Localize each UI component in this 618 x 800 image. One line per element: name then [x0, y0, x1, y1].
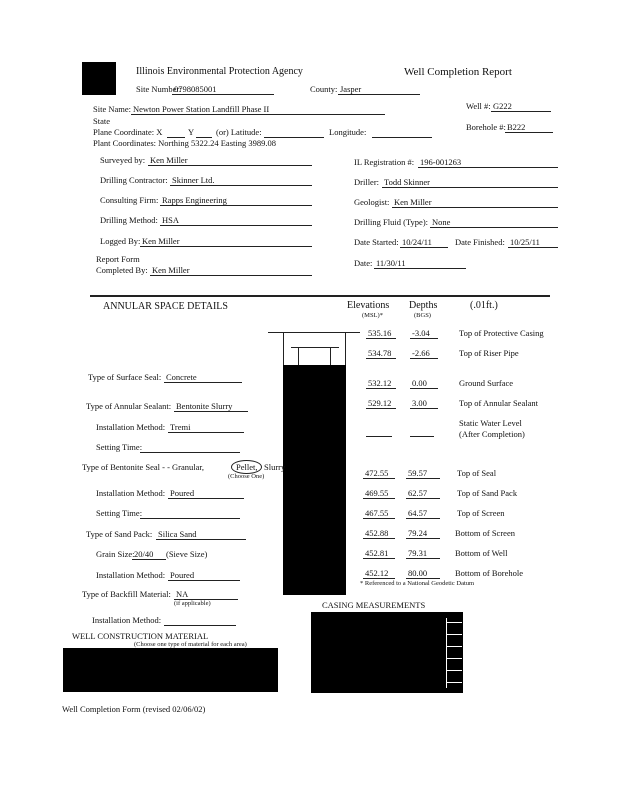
drilling-fluid-label: Drilling Fluid (Type): — [354, 217, 429, 227]
drilling-contractor-label: Drilling Contractor: — [100, 175, 168, 185]
completed-by-label: Completed By: — [96, 265, 148, 275]
casing-table-row-line — [446, 646, 462, 647]
logged-by-label: Logged By: — [100, 236, 141, 246]
form-revision-footer: Well Completion Form (revised 02/06/02) — [62, 704, 206, 714]
il-reg-field[interactable]: 196-001263 — [418, 157, 558, 168]
elevations-subheader: (MSL)* — [362, 312, 383, 319]
site-number-label: Site Number: — [136, 84, 182, 94]
y-coord-label: Y — [188, 127, 195, 137]
site-number-field[interactable]: 0798085001 — [172, 84, 274, 95]
install-method-label-4: Installation Method: — [92, 615, 162, 625]
county-field[interactable]: Jasper — [338, 84, 420, 95]
well-no-label: Well #: — [466, 101, 491, 111]
depth-value[interactable]: 59.57 — [406, 468, 440, 479]
elevation-value[interactable]: 469.55 — [363, 488, 395, 499]
drilling-method-label: Drilling Method: — [100, 215, 158, 225]
elevation-value[interactable]: 529.12 — [366, 398, 396, 409]
riser-pipe-wall-left — [298, 348, 299, 365]
drilling-method-field[interactable]: HSA — [160, 215, 312, 226]
row-description: Top of Riser Pipe — [459, 348, 519, 358]
latitude-label: (or) Latitude: — [216, 127, 262, 137]
row-description: Top of Sand Pack — [457, 488, 518, 498]
section-divider — [90, 295, 550, 297]
sand-pack-field[interactable]: Silica Sand — [156, 529, 246, 540]
logged-by-field[interactable]: Ken Miller — [140, 236, 312, 247]
geologist-label: Geologist: — [354, 197, 390, 207]
elevation-value[interactable]: 534.78 — [366, 348, 396, 359]
depths-header: Depths — [409, 300, 438, 311]
casing-measurements-title: CASING MEASUREMENTS — [322, 600, 426, 610]
protective-casing-wall-right — [345, 333, 346, 365]
units-header: (.01ft.) — [470, 300, 498, 311]
depth-value[interactable]: -2.66 — [410, 348, 438, 359]
elevation-value[interactable]: 467.55 — [363, 508, 395, 519]
casing-table-row-line — [446, 634, 462, 635]
elevation-value[interactable]: 532.12 — [366, 378, 396, 389]
protective-casing-top — [268, 332, 360, 333]
row-description: Bottom of Well — [455, 548, 508, 558]
county-label: County: — [310, 84, 338, 94]
casing-table-row-line — [446, 622, 462, 623]
geologist-field[interactable]: Ken Miller — [392, 197, 558, 208]
install-method-label-1: Installation Method: — [96, 422, 166, 432]
plane-coords-label: Plane Coordinate: X — [93, 127, 163, 137]
grain-size-label: Grain Size: — [96, 549, 135, 559]
surface-seal-label: Type of Surface Seal: — [88, 372, 162, 382]
riser-pipe-wall-right — [330, 348, 331, 365]
driller-label: Driller: — [354, 177, 380, 187]
il-reg-label: IL Registration #: — [354, 157, 415, 167]
depth-value[interactable]: 62.57 — [406, 488, 440, 499]
well-no-field[interactable]: G222 — [491, 101, 551, 112]
install-method-line-4[interactable] — [164, 625, 236, 626]
row-description: Top of Annular Sealant — [459, 398, 538, 408]
date-started-label: Date Started: — [354, 237, 399, 247]
casing-table-column-divider — [446, 618, 447, 688]
consulting-firm-label: Consulting Firm: — [100, 195, 159, 205]
completed-by-field[interactable]: Ken Miller — [150, 265, 312, 276]
casing-table-row-line — [446, 670, 462, 671]
wcm-subtitle: (Choose one type of material for each area) — [134, 641, 247, 648]
annular-sealant-label: Type of Annular Sealant: — [86, 401, 172, 411]
depth-value[interactable]: 64.57 — [406, 508, 440, 519]
row-description: Static Water Level — [459, 418, 522, 428]
sand-pack-label: Type of Sand Pack: — [86, 529, 153, 539]
date-started-field[interactable]: 10/24/11 — [400, 237, 448, 248]
setting-time-line-2[interactable] — [140, 518, 240, 519]
casing-measurements-table — [311, 612, 463, 693]
casing-table-row-line — [446, 658, 462, 659]
date-label: Date: — [354, 258, 373, 268]
date-finished-field[interactable]: 10/25/11 — [508, 237, 558, 248]
datum-footnote: * Referenced to a National Geodetic Datum — [360, 580, 475, 587]
row-description: Top of Seal — [457, 468, 497, 478]
borehole-field[interactable]: B222 — [505, 122, 553, 133]
row-description: Bottom of Borehole — [455, 568, 523, 578]
depth-value[interactable]: 79.24 — [406, 528, 440, 539]
surveyed-by-label: Surveyed by: — [100, 155, 146, 165]
agency-name: Illinois Environmental Protection Agency — [136, 66, 303, 77]
depth-value[interactable]: 3.00 — [410, 398, 438, 409]
drilling-contractor-field[interactable]: Skinner Ltd. — [170, 175, 312, 186]
backfill-label: Type of Backfill Material: — [82, 589, 171, 599]
elevation-blank[interactable] — [366, 436, 392, 437]
install-method-label-2: Installation Method: — [96, 488, 166, 498]
bentonite-seal-label: Type of Bentonite Seal - - Granular, — [82, 462, 205, 472]
bentonite-pellet-option[interactable]: Pellet, — [231, 460, 262, 474]
site-name-label: Site Name: — [93, 104, 132, 114]
protective-casing-wall-left — [283, 333, 284, 365]
elevation-value[interactable]: 452.88 — [363, 528, 395, 539]
depth-value[interactable]: 0.00 — [410, 378, 438, 389]
row-description: Top of Screen — [457, 508, 505, 518]
setting-time-label-2: Setting Time: — [96, 508, 143, 518]
report-form-label: Report Form — [96, 254, 140, 264]
plant-coordinates: Plant Coordinates: Northing 5322.24 Easting 3989.08 — [93, 138, 276, 148]
backfill-field[interactable]: NA — [174, 589, 238, 600]
elevations-header: Elevations — [347, 300, 390, 311]
install-method-field-2[interactable]: Poured — [168, 488, 244, 499]
depth-value[interactable]: 80.00 — [406, 568, 440, 579]
bentonite-slurry-option[interactable]: Slurry — [264, 462, 286, 472]
casing-table-row-line — [446, 682, 462, 683]
date-field[interactable]: 11/30/11 — [374, 258, 466, 269]
state-label: State — [93, 116, 110, 126]
elevation-value[interactable]: 472.55 — [363, 468, 395, 479]
depth-value[interactable]: -3.04 — [410, 328, 438, 339]
row-description: Top of Protective Casing — [459, 328, 544, 338]
annular-title: ANNULAR SPACE DETAILS — [103, 301, 228, 312]
row-description-sub: (After Completion) — [459, 429, 525, 439]
install-method-field-3[interactable]: Poured — [168, 570, 240, 581]
choose-one-hint: (Choose One) — [228, 473, 265, 480]
well-construction-material-table — [63, 648, 278, 692]
driller-field[interactable]: Todd Skinner — [382, 177, 558, 188]
borehole-label: Borehole #: — [466, 122, 506, 132]
elevation-value[interactable]: 452.12 — [363, 568, 395, 579]
if-applicable-hint: (if applicable) — [174, 600, 211, 607]
agency-logo — [82, 62, 116, 95]
longitude-label: Longitude: — [329, 127, 367, 137]
install-method-field-1[interactable]: Tremi — [168, 422, 244, 433]
well-diagram-redacted — [283, 365, 346, 595]
depths-subheader: (BGS) — [414, 312, 431, 319]
depth-blank[interactable] — [410, 436, 434, 437]
site-name-field[interactable]: Newton Power Station Landfill Phase II — [131, 104, 385, 115]
setting-time-label-1: Setting Time: — [96, 442, 143, 452]
report-title: Well Completion Report — [404, 66, 512, 78]
wcm-title: WELL CONSTRUCTION MATERIAL — [72, 631, 209, 641]
row-description: Bottom of Screen — [455, 528, 515, 538]
install-method-label-3: Installation Method: — [96, 570, 166, 580]
consulting-firm-field[interactable]: Rapps Engineering — [160, 195, 312, 206]
elevation-value[interactable]: 535.16 — [366, 328, 396, 339]
longitude-line[interactable] — [372, 137, 432, 138]
elevation-value[interactable]: 452.81 — [363, 548, 395, 559]
sieve-size-hint: (Sieve Size) — [166, 549, 208, 559]
drilling-fluid-field[interactable]: None — [430, 217, 558, 228]
grain-size-field[interactable]: 20/40 — [132, 549, 166, 560]
setting-time-line-1[interactable] — [140, 452, 240, 453]
surveyed-by-field[interactable]: Ken Miller — [148, 155, 312, 166]
surface-seal-field[interactable]: Concrete — [164, 372, 242, 383]
depth-value[interactable]: 79.31 — [406, 548, 440, 559]
annular-sealant-field[interactable]: Bentonite Slurry — [174, 401, 248, 412]
row-description: Ground Surface — [459, 378, 514, 388]
date-finished-label: Date Finished: — [455, 237, 505, 247]
